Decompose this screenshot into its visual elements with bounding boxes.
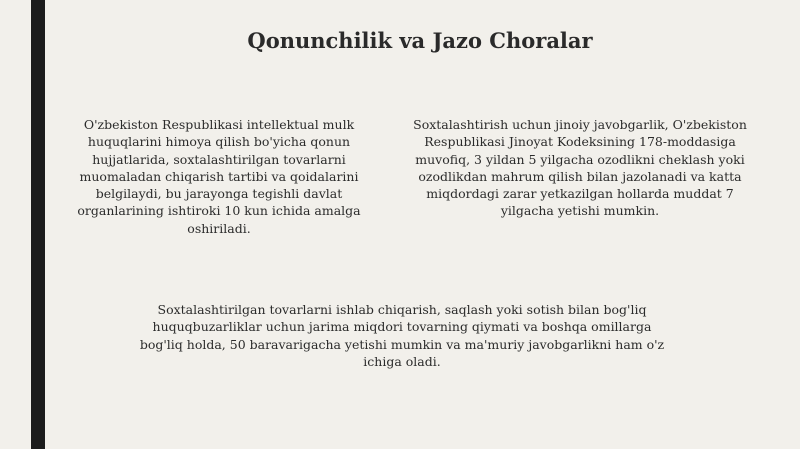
paragraph-right: Soxtalashtirish uchun jinoiy javobgarlik, O'zbekiston Respublikasi Jinoyat Kodeksining 178-moddasiga muvofiq, 3 yildan 5 yilgacha ozodlikni cheklash yoki ozodlikdan mahrum qilish bilan jazolanadi va katta miqdordagi zarar yetkazilgan hollarda muddat 7 yilgacha yetishi mumkin. <box>413 117 747 219</box>
paragraph-left: O'zbekiston Respublikasi intellektual mulk huquqlarini himoya qilish bo'yicha qonun hujjatlarida, soxtalashtirilgan tovarlarni muomaladan chiqarish tartibi va qoidalarini belgilaydi, bu jarayonga tegishli davlat organlarining ishtiroki 10 kun ichida amalga oshiriladi. <box>77 117 361 236</box>
paragraph-bottom: Soxtalashtirilgan tovarlarni ishlab chiqarish, saqlash yoki sotish bilan bog'liq huquqbuzarliklar uchun jarima miqdori tovarning qiymati va boshqa omillarga bog'liq holda, 50 baravarigacha yetishi mumkin va ma'muriy javobgarlikni ham o'z ichiga oladi. <box>139 302 665 369</box>
accent-bar <box>31 0 45 449</box>
slide-title: Qonunchilik va Jazo Choralar <box>247 28 593 53</box>
